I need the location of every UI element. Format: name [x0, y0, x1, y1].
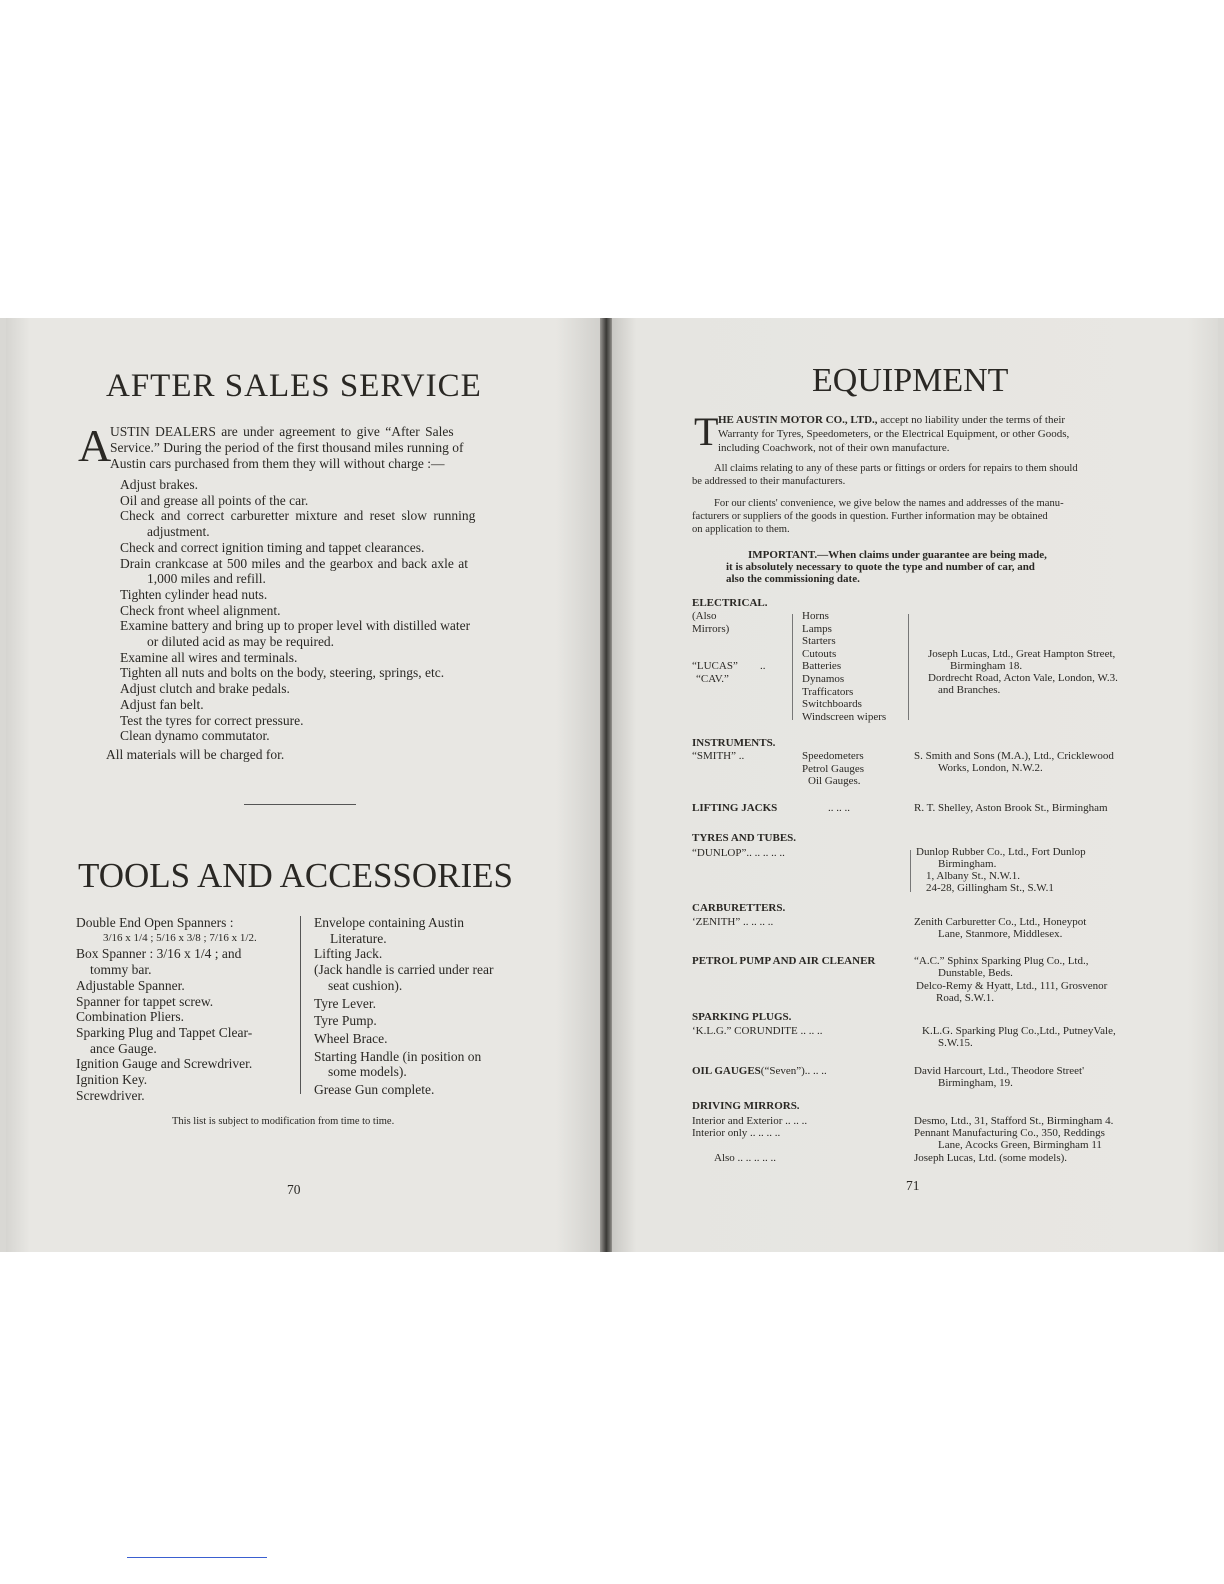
list-item: some models). [328, 1064, 407, 1080]
list-item: Grease Gun complete. [314, 1082, 435, 1098]
equipment-dropcap: T [694, 409, 719, 454]
list-item: Adjust fan belt. [120, 696, 204, 712]
electrical-also: (Also [692, 610, 717, 622]
convenience-line-1: For our clients' convenience, we give below the names and addresses of the manu- [714, 498, 1064, 509]
list-item: Adjust clutch and brake pedals. [120, 681, 290, 697]
right-page [612, 318, 1218, 1252]
list-item: Dynamos [802, 672, 845, 685]
list-item: Starters [802, 635, 836, 648]
equipment-intro-line-3: including Coachwork, not of their own manufacture. [718, 442, 950, 454]
dunlop-address-4: 24-28, Gillingham St., S.W.1 [926, 882, 1054, 894]
harcourt-address-1: David Harcourt, Ltd., Theodore Street' [914, 1065, 1085, 1077]
list-item: Batteries [802, 660, 842, 673]
tools-column-2 [314, 915, 494, 1098]
important-line-1: IMPORTANT.—When claims under guarantee are being made, [748, 549, 1047, 561]
ac-address-2: Dunstable, Beds. [938, 967, 1013, 979]
list-item: Ignition Gauge and Screwdriver. [76, 1056, 253, 1072]
list-item: 1,000 miles and refill. [147, 571, 266, 587]
ac-address-1: “A.C.” Sphinx Sparking Plug Co., Ltd., [914, 955, 1089, 967]
list-item: 3/16 x 1/4 ; 5/16 x 3/8 ; 7/16 x 1/2. [103, 931, 257, 944]
dunlop-address-2: Birmingham. [938, 858, 997, 870]
electrical-dots: .. [760, 660, 766, 672]
list-item: (Jack handle is carried under rear [314, 962, 494, 978]
intro-line-1-rest: accept no liability under the terms of their [877, 414, 1066, 426]
list-item: Double End Open Spanners : [76, 915, 234, 930]
intro-line-1: USTIN DEALERS are under agreement to give “After Sales [110, 424, 454, 439]
list-item: Switchboards [802, 698, 862, 711]
tools-column-1 [76, 915, 257, 1103]
page-number-left: 70 [287, 1182, 301, 1197]
list-item: Tighten cylinder head nuts. [120, 586, 268, 602]
convenience-line-2: facturers or suppliers of the goods in question. Further information may be obtained [692, 511, 1048, 522]
intro-line-2: Service.” During the period of the first thousand miles running of [110, 440, 464, 455]
mirrors-row-1-address: Desmo, Ltd., 31, Stafford St., Birmingham 4. [914, 1115, 1114, 1127]
lucas-address-2: Birmingham 18. [950, 660, 1023, 672]
oil-gauges-suffix: (“Seven”).. .. .. [760, 1065, 827, 1077]
service-list [120, 477, 475, 744]
mirrors-row-2-address-1: Pennant Manufacturing Co., 350, Reddings [914, 1127, 1105, 1139]
list-item: Tighten all nuts and bolts on the body, steering, springs, etc. [120, 665, 445, 681]
list-item: Adjustable Spanner. [76, 977, 185, 993]
important-line-2: it is absolutely necessary to quote the type and number of car, and [726, 561, 1035, 573]
left-page [6, 318, 604, 1252]
list-item: Wheel Brace. [314, 1030, 388, 1046]
list-item: Lamps [802, 622, 832, 635]
list-item: or diluted acid as may be required. [147, 634, 335, 650]
sparking-plugs-heading: SPARKING PLUGS. [692, 1011, 792, 1023]
list-item: Envelope containing Austin [314, 915, 464, 930]
intro-line-3: Austin cars purchased from them they will without charge :— [110, 456, 445, 471]
list-item: Lifting Jack. [314, 946, 383, 962]
brace-left [792, 614, 793, 720]
list-item: Screwdriver. [76, 1087, 145, 1103]
lucas-address-3: Dordrecht Road, Acton Vale, London, W.3. [928, 672, 1118, 684]
mirrors-row-2-address-2: Lane, Acocks Green, Birmingham 11 [938, 1139, 1102, 1151]
carburetters-heading: CARBURETTERS. [692, 902, 786, 914]
mirrors-row-2-label: Interior only .. .. .. .. [692, 1127, 781, 1139]
list-item: Combination Pliers. [76, 1009, 184, 1025]
electrical-items [802, 610, 886, 723]
list-item: Check and correct ignition timing and tappet clearances. [120, 539, 425, 555]
after-sales-title: AFTER SALES SERVICE [106, 368, 482, 404]
claims-line-2: be addressed to their manufacturers. [692, 476, 846, 487]
list-item: Oil Gauges. [808, 775, 861, 788]
electrical-heading: ELECTRICAL. [692, 597, 768, 609]
mirrors-row-3-label: Also .. .. .. .. .. [714, 1152, 777, 1164]
carburetters-brand: ‘ZENITH” .. .. .. .. [692, 916, 774, 928]
footer-line [127, 1557, 267, 1558]
list-item: Starting Handle (in position on [314, 1048, 482, 1064]
list-item: Cutouts [802, 647, 837, 660]
dunlop-address-3: 1, Albany St., N.W.1. [926, 870, 1021, 882]
materials-note: All materials will be charged for. [106, 747, 285, 762]
section-divider [244, 804, 356, 805]
list-item: Test the tyres for correct pressure. [120, 712, 304, 728]
instruments-items [802, 750, 864, 788]
list-item: Ignition Key. [76, 1072, 148, 1088]
equipment-title: EQUIPMENT [812, 362, 1009, 399]
tools-title: TOOLS AND ACCESSORIES [78, 856, 514, 895]
tyres-brand: “DUNLOP”.. .. .. .. .. [692, 847, 785, 859]
lifting-jacks-dots: .. .. .. [828, 802, 850, 814]
list-item: tommy bar. [90, 962, 152, 978]
lifting-jacks-address: R. T. Shelley, Aston Brook St., Birmingham [914, 802, 1108, 814]
klg-address-2: S.W.15. [938, 1037, 973, 1049]
important-line-3: also the commissioning date. [726, 573, 860, 585]
delco-address-2: Road, S.W.1. [936, 992, 994, 1004]
tyres-brace [910, 850, 911, 892]
list-item: Examine all wires and terminals. [120, 649, 298, 665]
list-item: Check and correct carburetter mixture and reset slow running [120, 508, 476, 524]
list-item: ance Gauge. [90, 1040, 157, 1056]
zenith-address-1: Zenith Carburetter Co., Ltd., Honeypot [914, 916, 1087, 928]
zenith-address-2: Lane, Stanmore, Middlesex. [938, 928, 1063, 940]
sparking-plugs-brand: ‘K.L.G.” CORUNDITE .. .. .. [692, 1025, 823, 1037]
list-item: Spanner for tappet screw. [76, 993, 214, 1009]
list-item: Check front wheel alignment. [120, 602, 281, 618]
list-item: Oil and grease all points of the car. [120, 492, 309, 508]
claims-line-1: All claims relating to any of these parts or fittings or orders for repairs to them should [714, 463, 1078, 474]
mirrors-heading: DRIVING MIRRORS. [692, 1100, 800, 1112]
list-item: Tyre Pump. [314, 1013, 377, 1029]
modification-note: This list is subject to modification from time to time. [172, 1116, 395, 1127]
book-spread [0, 318, 1224, 1252]
list-item: Trafficators [802, 685, 854, 698]
intro-dropcap: A [78, 420, 112, 471]
list-item: Drain crankcase at 500 miles and the gearbox and back axle at [120, 555, 468, 571]
petrol-pump-heading: PETROL PUMP AND AIR CLEANER [692, 955, 876, 967]
instruments-heading: INSTRUMENTS. [692, 737, 776, 749]
lucas-address-1: Joseph Lucas, Ltd., Great Hampton Street, [928, 648, 1116, 660]
electrical-mirrors: Mirrors) [692, 623, 730, 635]
convenience-line-3: on application to them. [692, 524, 790, 535]
list-item: adjustment. [147, 524, 210, 540]
electrical-brand-lucas: “LUCAS” [692, 660, 738, 672]
lucas-address-4: and Branches. [938, 684, 1001, 696]
electrical-brand-cav: “CAV.” [696, 673, 729, 685]
smith-address-1: S. Smith and Sons (M.A.), Ltd., Cricklewood [914, 750, 1114, 762]
klg-address-1: K.L.G. Sparking Plug Co.,Ltd., PutneyVale, [922, 1025, 1116, 1037]
lifting-jacks-heading: LIFTING JACKS [692, 802, 778, 814]
oil-gauges-heading: OIL GAUGES [692, 1065, 761, 1077]
list-item: Windscreen wipers [802, 710, 887, 723]
list-item: seat cushion). [328, 977, 403, 993]
page-number-right: 71 [906, 1178, 920, 1193]
list-item: Examine battery and bring up to proper level with distilled water [120, 618, 471, 634]
harcourt-address-2: Birmingham, 19. [938, 1077, 1013, 1089]
list-item: Sparking Plug and Tappet Clear- [76, 1024, 253, 1040]
mirrors-row-1-label: Interior and Exterior .. .. .. [692, 1115, 808, 1127]
brace-right [908, 614, 909, 720]
list-item: Horns [802, 610, 829, 622]
instruments-brand: “SMITH” .. [692, 750, 745, 762]
list-item: Box Spanner : 3/16 x 1/4 ; and [76, 946, 242, 962]
company-name: HE AUSTIN MOTOR CO., LTD., [718, 414, 878, 426]
list-item: Literature. [330, 930, 387, 946]
smith-address-2: Works, London, N.W.2. [938, 762, 1043, 774]
column-divider [300, 916, 301, 1094]
mirrors-row-3-address: Joseph Lucas, Ltd. (some models). [914, 1152, 1068, 1164]
dunlop-address-1: Dunlop Rubber Co., Ltd., Fort Dunlop [916, 846, 1086, 858]
oil-gauges-row [692, 1065, 827, 1078]
list-item: Adjust brakes. [120, 477, 198, 492]
list-item: Speedometers [802, 750, 864, 762]
list-item: Petrol Gauges [802, 762, 865, 775]
tyres-heading: TYRES AND TUBES. [692, 832, 797, 844]
list-item: Clean dynamo commutator. [120, 728, 270, 744]
delco-address-1: Delco-Remy & Hyatt, Ltd., 111, Grosvenor [916, 980, 1108, 992]
equipment-intro-line-1 [718, 414, 1065, 427]
equipment-intro-line-2: Warranty for Tyres, Speedometers, or the Electrical Equipment, or other Goods, [718, 428, 1070, 440]
list-item: Tyre Lever. [314, 995, 377, 1011]
